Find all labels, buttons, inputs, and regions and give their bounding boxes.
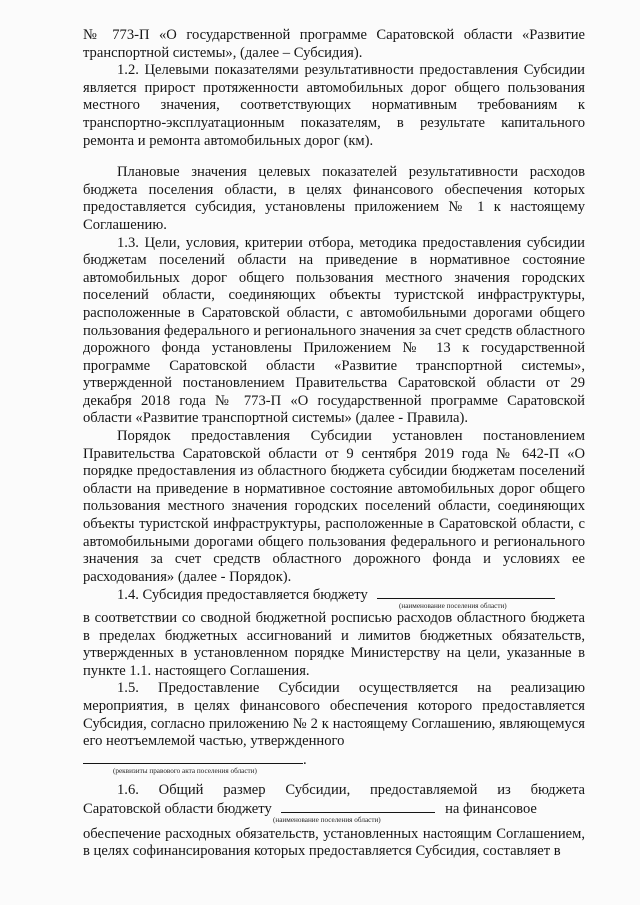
paragraph-1-4-start: 1.4. Субсидия предоставляется бюджету xyxy=(117,587,368,604)
paragraph-planned-values: Плановые значения целевых показателей результативности расходов бюджета поселения области, в целях финансового обеспечения которых предоставляется субсидия, установлены приложением № 1 к настоящему Соглашению. xyxy=(83,164,585,233)
paragraph-intro: № 773-П «О государственной программе Саратовской области «Развитие транспортной системы», (далее – Субсидия). xyxy=(83,27,585,61)
settlement-name-caption-2: (наименование поселения области) xyxy=(273,815,381,824)
paragraph-1-6-line2-end: на финансовое xyxy=(445,800,537,817)
legal-act-period: . xyxy=(303,751,307,768)
paragraph-1-2: 1.2. Целевыми показателями результативности предоставления Субсидии является прирост протяженности автомобильных дорог общего пользования местного значения, соответствующих нормативным требованиям к транспортно-эксплуатационным показателям, в результате капитального ремонта и ремонта автомобильных дорог (км). xyxy=(83,62,585,149)
paragraph-1-5: 1.5. Предоставление Субсидии осуществляется на реализацию мероприятия, в целях финансового обеспечения которого предоставляется Субсидия, согласно приложению № 2 к настоящему Соглашению, являющемуся его неотъемлемой частью, утвержденного xyxy=(83,680,585,750)
settlement-name-field-2[interactable] xyxy=(281,800,435,813)
settlement-name-field[interactable] xyxy=(377,586,555,599)
legal-act-field[interactable] xyxy=(83,751,303,764)
paragraph-1-3: 1.3. Цели, условия, критерии отбора, методика предоставления субсидии бюджетам поселений области на приведение в нормативное состояние автомобильных дорог общего пользования местного значения городских поселений области, соединяющих объекты туристской инфраструктуры, расположенные в Саратовской области, с автомобильными дорогами общего пользования федерального и регионального значения за счет средств областного дорожного фонда установлены Приложением № 13 к государственной программе Саратовской области «Развитие транспортной системы», утвержденной постановлением Правительства Саратовской области от 29 декабря 2018 года № 773-П «О государственной программе Саратовской области «Развитие транспортной системы» (далее - Правила). xyxy=(83,234,585,427)
paragraph-1-4-first-line xyxy=(83,586,585,611)
paragraph-1-6-first-line: 1.6. Общий размер Субсидии, предоставляемой из бюджета xyxy=(117,782,585,799)
paragraph-1-6-rest: обеспечение расходных обязательств, установленных настоящим Соглашением, в целях софинансирования которых предоставляется Субсидия, составляет в xyxy=(83,825,585,860)
legal-act-line xyxy=(83,751,585,775)
document-body xyxy=(83,27,585,861)
legal-act-caption: (реквизиты правового акта поселения области) xyxy=(113,766,257,775)
paragraph-1-4-rest: в соответствии со сводной бюджетной росписью расходов областного бюджета в пределах бюджетных ассигнований и лимитов бюджетных обязательств, утвержденных в установленном порядке Министерству на цели, указанные в пункте 1.1. настоящего Соглашения. xyxy=(83,610,585,679)
paragraph-1-6-second-line xyxy=(83,800,585,824)
paragraph-1-6-line2-start: Саратовской области бюджету xyxy=(83,800,272,817)
paragraph-order: Порядок предоставления Субсидии установлен постановлением Правительства Саратовской области от 9 сентября 2019 года № 642-П «О порядке предоставления из областного бюджета субсидии бюджетам поселений области на приведение в нормативное состояние автомобильных дорог общего пользования местного значения городских поселений области, соединяющих объекты туристской инфраструктуры, расположенные в Саратовской области, с автомобильными дорогами общего пользования федерального и регионального значения за счет средств областного дорожного фонда и условиях ее расходования» (далее - Порядок). xyxy=(83,428,585,585)
settlement-name-caption: (наименование поселения области) xyxy=(399,602,507,611)
